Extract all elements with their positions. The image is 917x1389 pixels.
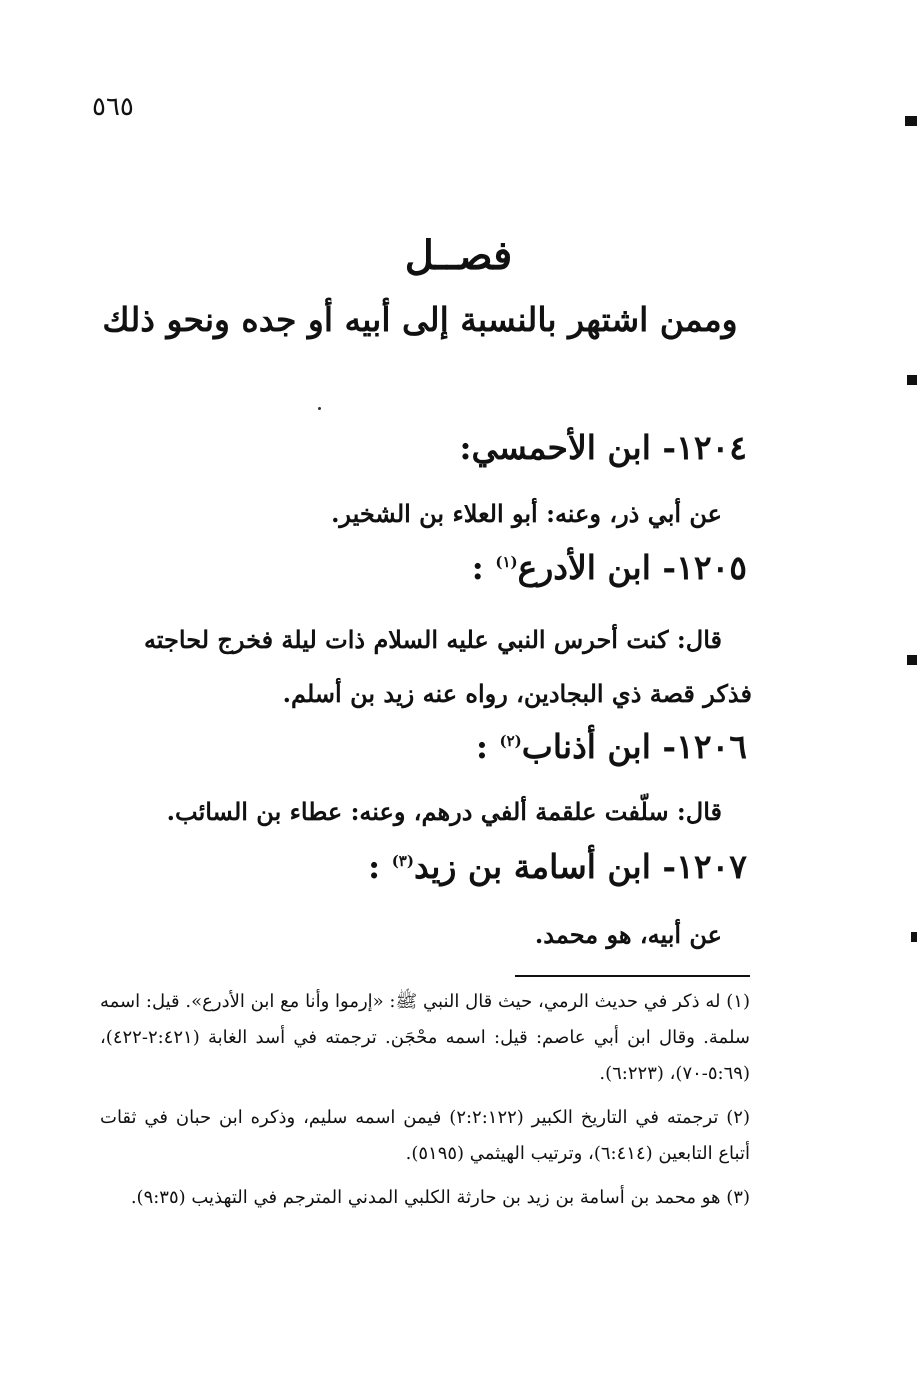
scan-edge-mark <box>905 116 917 126</box>
entry-heading-1205 <box>472 548 747 587</box>
entry-heading-1204 <box>459 428 747 467</box>
footnote-2: (٢) ترجمته في التاريخ الكبير (٢:٢:١٢٢) فيمن اسمه سليم، وذكره ابن حبان في ثقات أتباع التابعين (٦:٤١٤)، وترتيب الهيثمي (٥١٩٥). <box>100 1107 750 1164</box>
entry-heading-text: ١٢٠٦- ابن أذناب <box>521 727 747 766</box>
scan-edge-mark <box>911 932 917 942</box>
entry-heading-1206 <box>476 727 747 766</box>
footnote-ref-1: (١) <box>495 553 518 571</box>
entry-text-1207: عن أبيه، هو محمد. <box>534 920 722 949</box>
footnote-1: (١) له ذكر في حديث الرمي، حيث قال النبي ﷺ: «إرموا وأنا مع ابن الأدرع». قيل: اسمه سلمة. وقال ابن أبي عاصم: قيل: اسمه محْجَن. ترجمته في أسد الغابة (٢:٤٢١-٤٢٢)، (٥:٦٩-٧٠)، (٦:٢٢٣). <box>100 991 750 1084</box>
entry-heading-text: ١٢٠٤- ابن الأحمسي: <box>459 428 747 467</box>
entry-heading-1207 <box>368 847 747 886</box>
heading-colon: : <box>368 847 392 886</box>
entry-text-1206: قال: سلّفت علقمة ألفي درهم، وعنه: عطاء بن السائب. <box>166 797 722 826</box>
section-subtitle: وممن اشتهر بالنسبة إلى أبيه أو جده ونحو ذلك <box>102 300 738 339</box>
entry-heading-text: ١٢٠٥- ابن الأدرع <box>517 548 747 587</box>
footnote-divider <box>515 975 750 977</box>
page-number: ٥٦٥ <box>92 92 134 122</box>
scan-speck <box>318 407 321 410</box>
heading-colon: : <box>471 548 496 587</box>
section-title: فصــل <box>404 232 513 279</box>
entry-heading-text: ١٢٠٧- ابن أسامة بن زيد <box>413 847 747 886</box>
scan-edge-mark <box>907 655 917 665</box>
footnote-3: (٣) هو محمد بن أسامة بن زيد بن حارثة الكلبي المدني المترجم في التهذيب (٩:٣٥). <box>130 1187 750 1208</box>
scan-edge-mark <box>907 375 917 385</box>
entry-text-1205: قال: كنت أحرس النبي عليه السلام ذات ليلة فخرج لحاجته فذكر قصة ذي البجادين، رواه عنه زيد بن أسلم. <box>143 625 752 708</box>
entry-text-1204: عن أبي ذر، وعنه: أبو العلاء بن الشخير. <box>331 499 722 528</box>
heading-colon: : <box>475 727 500 766</box>
footnote-ref-2: (٢) <box>499 732 522 750</box>
footnote-ref-3: (٣) <box>391 852 414 870</box>
